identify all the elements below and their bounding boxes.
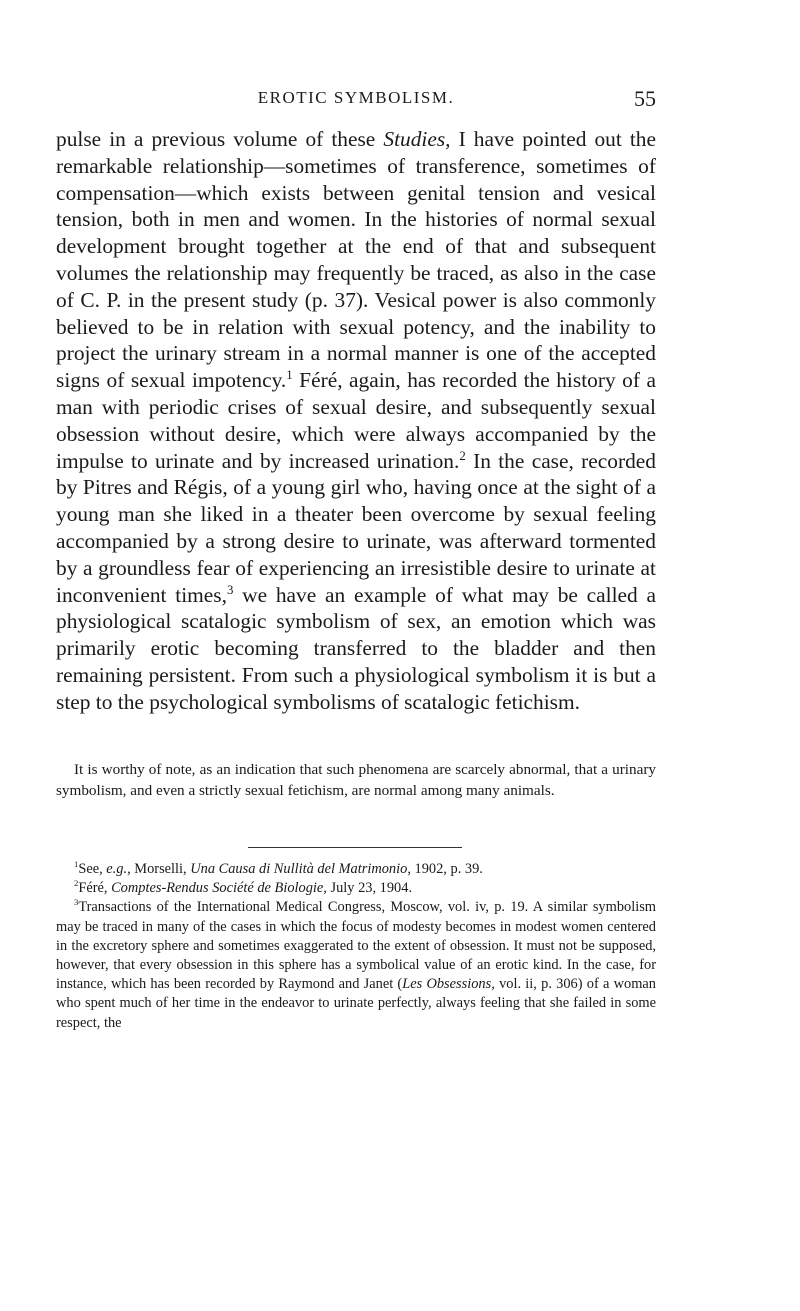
page-number: 55 (634, 86, 656, 111)
footnote-mark: 3 (74, 897, 79, 908)
footnote-2: $^2$Féré, Comptes-Rendus Société de Biologie, July 23, 1904. (74, 878, 413, 897)
footnote-ref-3: 3 (226, 582, 234, 597)
footnote-1: $^1$See, e.g., Morselli, Una Causa di Nullità del Matrimonio, 1902, p. 39. (74, 859, 483, 877)
footnote-mark: 1 (74, 859, 79, 870)
body-text-segment: Féré, again, has recorded the history of a man with periodic crises of sexual desire, and subsequently sexual obsession without desire, which were always accompanied by the impulse to urinate and by increased urination. (56, 368, 656, 473)
running-title: EROTIC SYMBOLISM. (257, 88, 455, 107)
footnotes (56, 860, 656, 1033)
series-title: Studies, (383, 127, 451, 151)
cited-title: Comptes-Rendus Société de Biologie, (111, 880, 327, 897)
footnote-ref-1: 1 (286, 368, 293, 383)
body-text-segment: pulse in a previous volume of these (56, 127, 384, 151)
cited-title: Una Causa di Nullità del Matrimonio, (190, 861, 411, 877)
small-print-note: It is worthy of note, as an indication that such phenomena are scarcely abnormal, that a urinary symbolism, and even a strictly sexual fetichism, are normal among many animals. (56, 761, 656, 799)
footnote-divider (248, 847, 462, 848)
body-text-segment: I have pointed out the remarkable relationship—sometimes of transference, sometimes of compensation—which exists between genital tension and vesical tension, both in men and women. In the histories of normal sexual development brought together at the end of that and subsequent volumes the relationship may frequently be traced, as also in the case of C. P. in the present study (p. 37). Vesical power is also commonly believed to be in relation with sexual potency, and the inability to project the urinary stream in a normal manner is one of the accepted signs of sexual impotency. (56, 127, 656, 393)
body-text-segment: we have an example of what may be called a physiological scatalogic symbolism of sex, an emotion which was primarily erotic becoming transferred to the bladder and then remaining persistent. From such a physiological symbolism it is but a step to the psychological symbolisms of scatalogic fetichism. (56, 582, 656, 714)
running-head (56, 86, 656, 114)
footnote-3: $^3$Transactions of the International Medical Congress, Moscow, vol. iv, p. 19. A similar symbolism may be traced in many of the cases in which the focus of modesty becomes in modest women centered in the excretory sphere and sometimes exaggerated to the extent of obsession. It must not be supposed, however, that every obsession in this sphere has a symbolical value of an erotic kind. In the case, for instance, which has been recorded by Raymond and Janet (Les Obsessions, vol. ii, p. 306) of a woman who spent much of her time in the endeavor to urinate perfectly, always feeling that she failed in some respect, the (56, 897, 656, 1031)
body-text-segment: In the case, recorded by Pitres and Régis, of a young girl who, having once at the sight of a young man she liked in a theater been overcome by sexual feeling accompanied by a strong desire to urinate, was afterward tormented by a groundless fear of experiencing an irresistible desire to urinate at inconvenient times, (56, 448, 656, 607)
body-paragraph (56, 126, 656, 716)
cited-title: Les Obsessions, (402, 976, 495, 993)
footnote-ref-2: 2 (459, 448, 466, 463)
footnote-mark: 2 (74, 878, 79, 889)
